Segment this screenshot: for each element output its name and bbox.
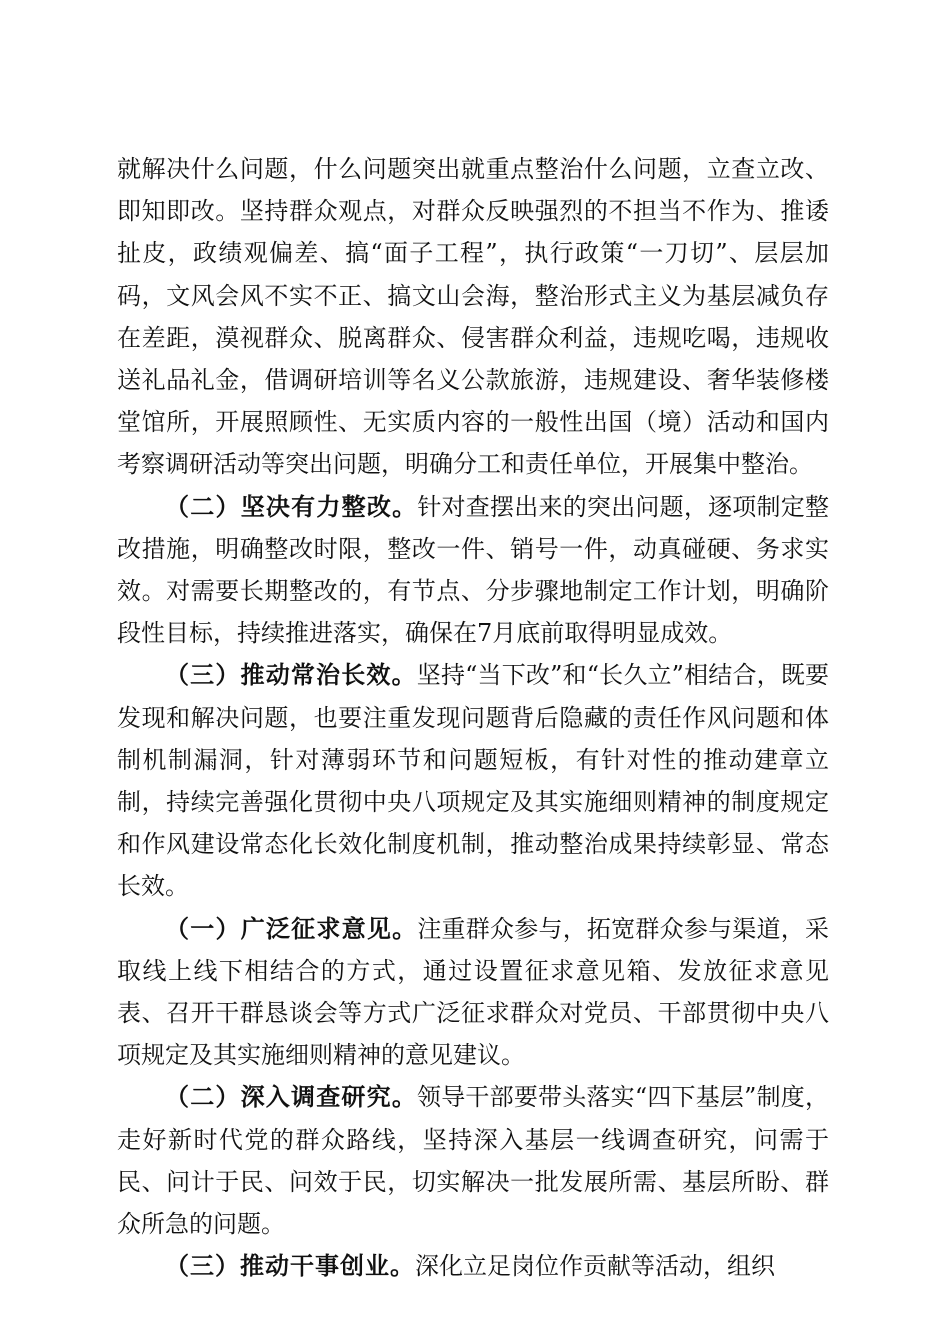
document-body [117, 148, 829, 1287]
paragraph-lead: （二）深入调查研究。 [165, 1082, 418, 1112]
paragraph-opinions [117, 908, 829, 1077]
paragraph-lead: （二）坚决有力整改。 [165, 491, 418, 521]
paragraph-text: 注重群众参与，拓宽群众参与渠道，采取线上线下相结合的方式，通过设置征求意见箱、发放征求意见表、召开干群恳谈会等方式广泛征求群众对党员、干部贯彻中央八项规定及其实施细则精神的意见建议。 [117, 914, 830, 1070]
paragraph-lead: （三）推动常治长效。 [165, 660, 417, 690]
paragraph-text: 就解决什么问题，什么问题突出就重点整治什么问题，立查立改、即知即改。坚持群众观点，对群众反映强烈的不担当不作为、推诿扯皮，政绩观偏差、搞“面子工程”，执行政策“一刀切”、层层加码，文风会风不实不正、搞文山会海，整治形式主义为基层减负存在差距，漠视群众、脱离群众、侵害群众利益，违规吃喝，违规收送礼品礼金，借调研培训等名义公款旅游，违规建设、奢华装修楼堂馆所，开展照顾性、无实质内容的一般性出国（境）活动和国内考察调研活动等突出问题，明确分工和责任单位，开展集中整治。 [117, 155, 829, 479]
paragraph-text: 针对查摆出来的突出问题，逐项制定整改措施，明确整改时限，整改一件、销号一件，动真碰硬、务求实效。对需要长期整改的，有节点、分步骤地制定工作计划，明确阶段性目标，持续推进落实，确保在7月底前取得明显成效。 [117, 492, 830, 648]
paragraph-lead: （一）广泛征求意见。 [165, 913, 418, 943]
paragraph-text: 领导干部要带头落实“四下基层”制度，走好新时代党的群众路线，坚持深入基层一线调查研究，问需于民、问计于民、问效于民，切实解决一批发展所需、基层所盼、群众所急的问题。 [117, 1083, 830, 1239]
paragraph-text: 坚持“当下改”和“长久立”相结合，既要发现和解决问题，也要注重发现问题背后隐藏的责任作风问题和体制机制漏洞，针对薄弱环节和问题短板，有针对性的推动建章立制，持续完善强化贯彻中央八项规定及其实施细则精神的制度规定和作风建设常态化长效化制度机制，推动整治成果持续彰显、常态长效。 [117, 661, 830, 901]
paragraph-career [117, 1245, 829, 1287]
paragraph-rectification [117, 486, 829, 655]
paragraph-long-term [117, 654, 829, 907]
paragraph-lead: （三）推动干事创业。 [165, 1251, 415, 1281]
paragraph-research [117, 1076, 829, 1245]
paragraph-text: 深化立足岗位作贡献等活动，组织 [415, 1252, 775, 1281]
paragraph-continued [117, 148, 829, 486]
